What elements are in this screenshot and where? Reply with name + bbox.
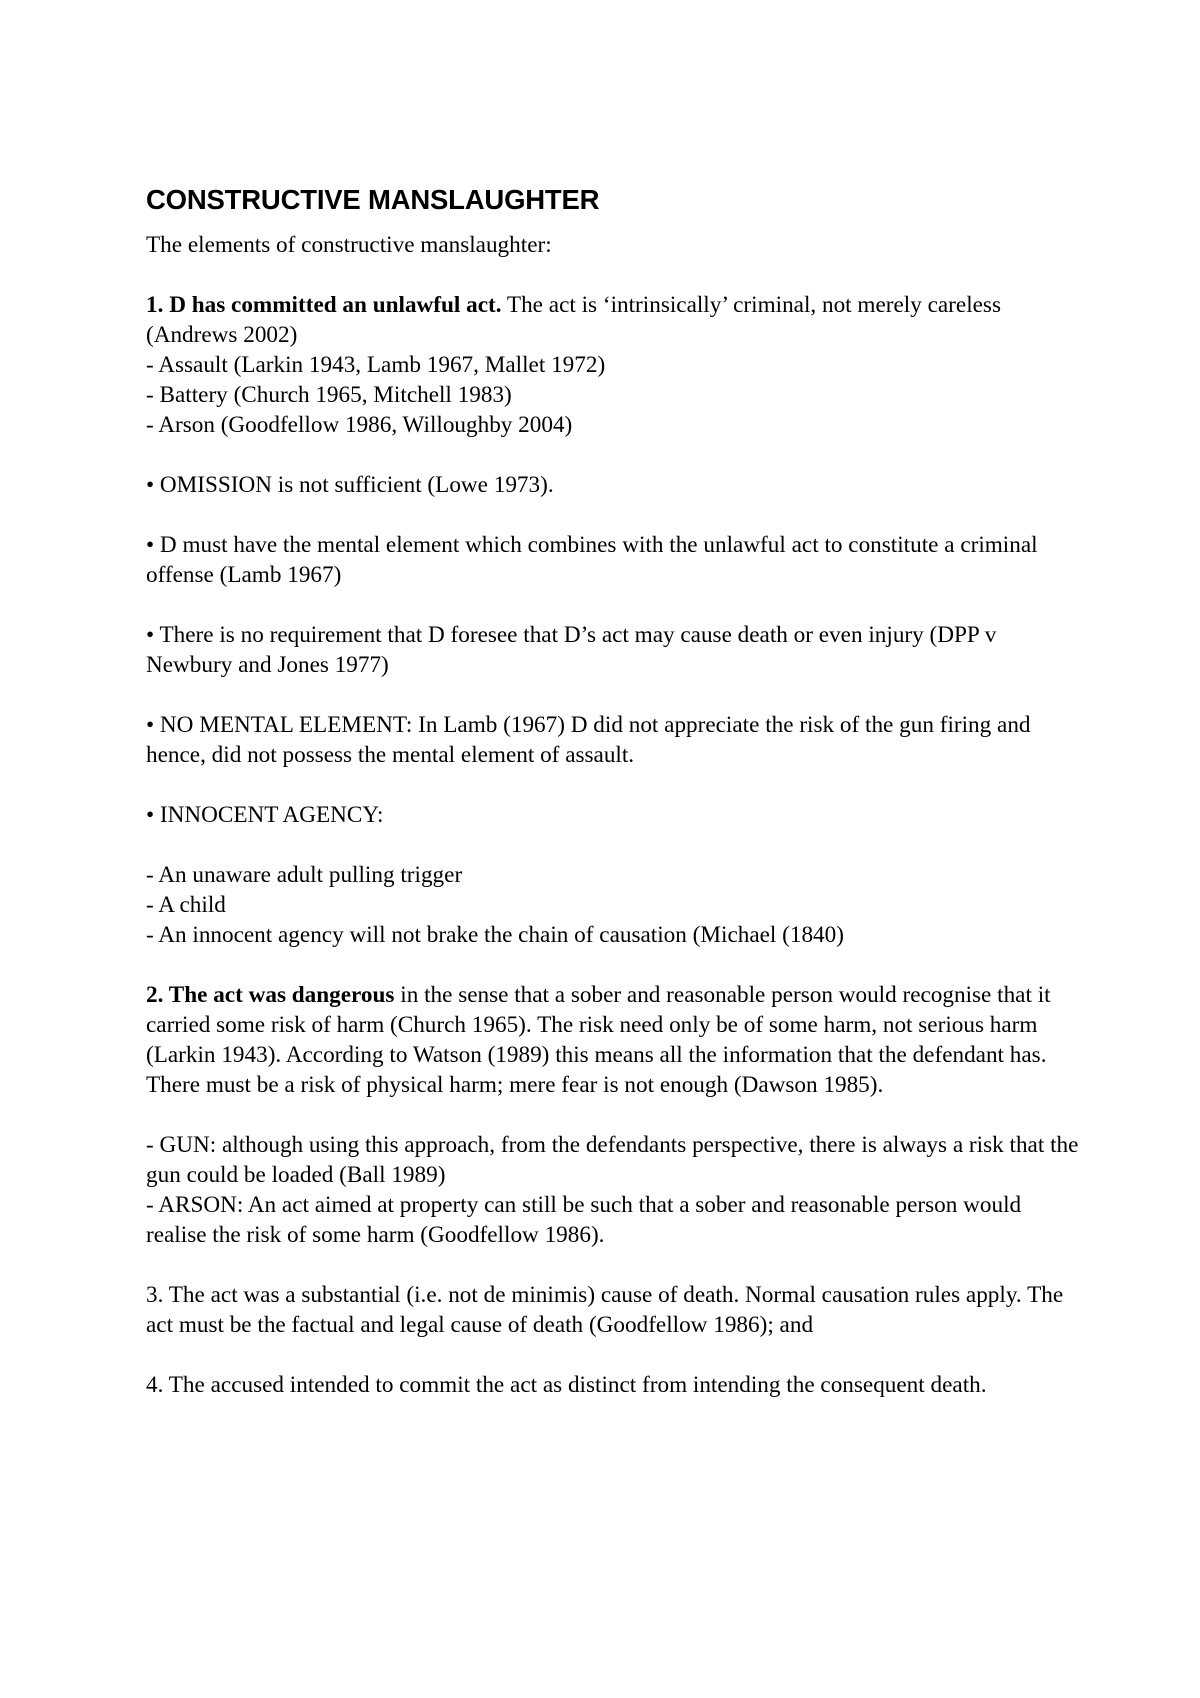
example-assault: - Assault (Larkin 1943, Lamb 1967, Mallet 1972) bbox=[146, 352, 606, 378]
element-1 bbox=[146, 290, 1086, 440]
agency-item: - An innocent agency will not brake the chain of causation (Michael (1840) bbox=[146, 922, 844, 948]
agency-list bbox=[146, 860, 1086, 950]
element-4: 4. The accused intended to commit the act as distinct from intending the consequent death. bbox=[146, 1372, 987, 1398]
element-2 bbox=[146, 980, 1086, 1100]
example-gun: - GUN: although using this approach, from the defendants perspective, there is always a risk that the gun could be loaded (Ball 1989) bbox=[146, 1132, 1079, 1188]
bullet-no-mental-element: • NO MENTAL ELEMENT: In Lamb (1967) D did not appreciate the risk of the gun firing and hence, did not possess the mental element of assault. bbox=[146, 712, 1031, 768]
element-1-text: The act is ‘intrinsically’ criminal, not merely careless (Andrews 2002) bbox=[146, 292, 1001, 348]
document-body bbox=[146, 183, 1086, 1400]
element-3: 3. The act was a substantial (i.e. not de minimis) cause of death. Normal causation rules apply. The act must be the factual and legal cause of death (Goodfellow 1986); and bbox=[146, 1282, 1064, 1338]
example-arson-danger: - ARSON: An act aimed at property can still be such that a sober and reasonable person would realise the risk of some harm (Goodfellow 1986). bbox=[146, 1192, 1022, 1248]
example-battery: - Battery (Church 1965, Mitchell 1983) bbox=[146, 382, 512, 408]
bullet-omission: • OMISSION is not sufficient (Lowe 1973). bbox=[146, 472, 554, 498]
bullet-innocent-agency: • INNOCENT AGENCY: bbox=[146, 802, 384, 828]
element-2-heading: 2. The act was dangerous bbox=[146, 982, 395, 1008]
intro-text: The elements of constructive manslaughter: bbox=[146, 232, 552, 258]
element-2-examples bbox=[146, 1130, 1086, 1250]
element-2-text: in the sense that a sober and reasonable person would recognise that it carried some risk of harm (Church 1965). The risk need only be of some harm, not serious harm (Larkin 1943). According to Watson (1989) this means all the information that the defendant has. There must be a risk of physical harm; mere fear is not enough (Dawson 1985). bbox=[146, 982, 1051, 1098]
example-arson: - Arson (Goodfellow 1986, Willoughby 2004) bbox=[146, 412, 573, 438]
bullet-no-foresight: • There is no requirement that D foresee that D’s act may cause death or even injury (DPP v Newbury and Jones 1977) bbox=[146, 622, 997, 678]
agency-item: - An unaware adult pulling trigger bbox=[146, 862, 463, 888]
page-title: CONSTRUCTIVE MANSLAUGHTER bbox=[146, 184, 600, 215]
element-1-heading: 1. D has committed an unlawful act. bbox=[146, 292, 502, 318]
bullet-mental-element: • D must have the mental element which combines with the unlawful act to constitute a criminal offense (Lamb 1967) bbox=[146, 532, 1038, 588]
agency-item: - A child bbox=[146, 892, 226, 918]
